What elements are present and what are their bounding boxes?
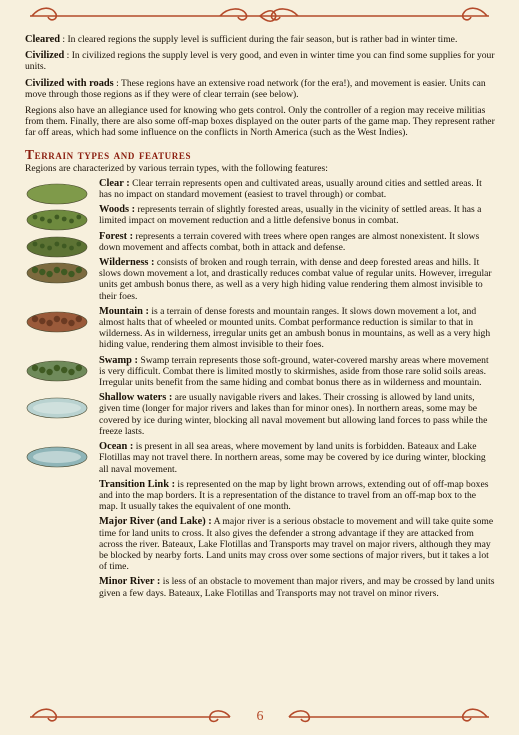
- terrain-description: consists of broken and rough terrain, with dense and deep forested areas and hills. It slows down movement a lot, and drastically reduces combat value of regular units. However, irregular units get ambush bonus there, as well as a very high hiding value rendering them almost invisible to their foes.: [99, 257, 492, 302]
- swamp-terrain-icon: [25, 357, 89, 383]
- terrain-entry: [25, 516, 495, 572]
- terrain-term: Major River (and Lake) :: [99, 516, 212, 528]
- terrain-entry: [25, 479, 495, 513]
- terrain-description: A major river is a serious obstacle to movement and will take quite some time for land units to cross. It also gives the defender a strong advantage if they are attacked from across the river. Bateaux, Lake Flotillas and Transports may travel on major rivers, although they may be blocked by nearby forts. Land units may cross over some sections of major rivers, but it takes a lot of time.: [99, 516, 494, 573]
- terrain-description: represents a terrain covered with trees where open ranges are almost nonexistent. It slows down movement and affects combat, both in attack and defense.: [99, 230, 480, 253]
- terrain-term: Shallow waters :: [99, 392, 173, 404]
- text-column: [25, 34, 495, 603]
- shallow-water-terrain-icon: [25, 394, 89, 420]
- section-intro: Regions are characterized by various terrain types, with the following features:: [25, 162, 328, 174]
- terrain-term: Swamp :: [99, 354, 138, 366]
- civ-entry-civilized: Civilized : In civilized regions the supply level is very good, and even in winter time you can find some supplies for your units.: [25, 50, 495, 73]
- civ-entry-cleared: Cleared : In cleared regions the supply level is sufficient during the fair season, but is rather bad in winter time.: [25, 34, 458, 45]
- terrain-term: Ocean :: [99, 441, 134, 453]
- terrain-term: Wilderness :: [99, 257, 155, 269]
- terrain-description: is a terrain of dense forests and mountain ranges. It slows down movement a lot, and almost halts that of wheeled or mounted units. Combat performance reduction is similar to that in wilderness. As in wilderness, irregular units get an ambush bonus in mountains, as well as a very high hiding value, rendering them almost invisible to their foes.: [99, 305, 491, 351]
- terrain-description: Clear terrain represents open and cultivated areas, usually around cities and settled areas. It has no impact on standard movement (easiest to travel through) or combat.: [99, 177, 482, 201]
- wilderness-terrain-icon: [25, 259, 89, 285]
- terrain-description: is less of an obstacle to movement than major rivers, and may be crossed by land units given a few days. Bateaux, Lake Flotillas and Transports may not travel on minor rivers.: [99, 576, 495, 599]
- terrain-entry: [25, 257, 495, 302]
- allegiance-paragraph: Regions also have an allegiance used for knowing who gets control. Only the controller of a region may receive militias from them. Finally, there are also some off-map boxes displayed on the outer parts of the game map. They represent rather far off areas, which had some influence on the conflicts in North America (such as the West Indies).: [25, 105, 495, 139]
- terrain-term: Clear :: [99, 177, 130, 189]
- top-ornament: [30, 6, 489, 26]
- terrain-entry: [25, 392, 495, 437]
- terrain-term: Forest :: [99, 230, 134, 242]
- terrain-description: Swamp terrain represents those soft-ground, water-covered marshy areas where movement is very difficult. Combat there is limited mostly to skirmishes, aside from those rare solid soils areas. Irregular units benefit from the same hiding and combat bonus there as in wilderness and mountain.: [99, 354, 489, 389]
- forest-terrain-icon: [25, 233, 89, 259]
- section-title: Terrain types and features: [25, 146, 192, 162]
- terrain-entry: [25, 231, 495, 253]
- terrain-entry: [25, 204, 495, 226]
- terrain-list: [25, 178, 495, 599]
- terrain-entry: [25, 306, 495, 351]
- terrain-entry: [25, 355, 495, 389]
- terrain-entry: [25, 178, 495, 200]
- terrain-term: Transition Link :: [99, 478, 176, 490]
- terrain-description: is present in all sea areas, where movement by land units is forbidden. Bateaux and Lake Flotillas may not travel there. In northern areas, some may be covered by ice during winter, blocking all naval movement.: [99, 441, 486, 475]
- terrain-term: Mountain :: [99, 305, 149, 317]
- clear-terrain-icon: [25, 180, 89, 206]
- terrain-description: is represented on the map by light brown arrows, extending out of off-map boxes and into the map borders. It is a representation of the distance to travel from an off-map box to the map. It usually takes the equivalent of one month.: [99, 478, 489, 513]
- woods-terrain-icon: [25, 206, 89, 232]
- page-number: 6: [256, 709, 264, 724]
- terrain-entry: [25, 576, 495, 598]
- terrain-term: Woods :: [99, 204, 136, 216]
- mountain-terrain-icon: [25, 308, 89, 334]
- ocean-terrain-icon: [25, 443, 89, 469]
- terrain-term: Minor River :: [99, 576, 161, 588]
- civ-entry-roads: Civilized with roads : These regions have an extensive road network (for the era!), and movement is easier. Units can move through those regions as if they were of clear terrain (see below).: [25, 77, 486, 100]
- terrain-description: are usually navigable rivers and lakes. Their crossing is allowed by land units, given time (longer for major rivers and lakes than for minor ones). In northern areas, some may be covered by ice during winter, blocking all naval movement but allowing land forces to pass while the freeze lasts.: [99, 392, 488, 437]
- terrain-entry: [25, 441, 495, 475]
- terrain-description: represents terrain of slightly forested areas, usually in the vicinity of settled areas. It has a limited impact on movement reduction and a little defensive bonus in combat.: [99, 204, 482, 227]
